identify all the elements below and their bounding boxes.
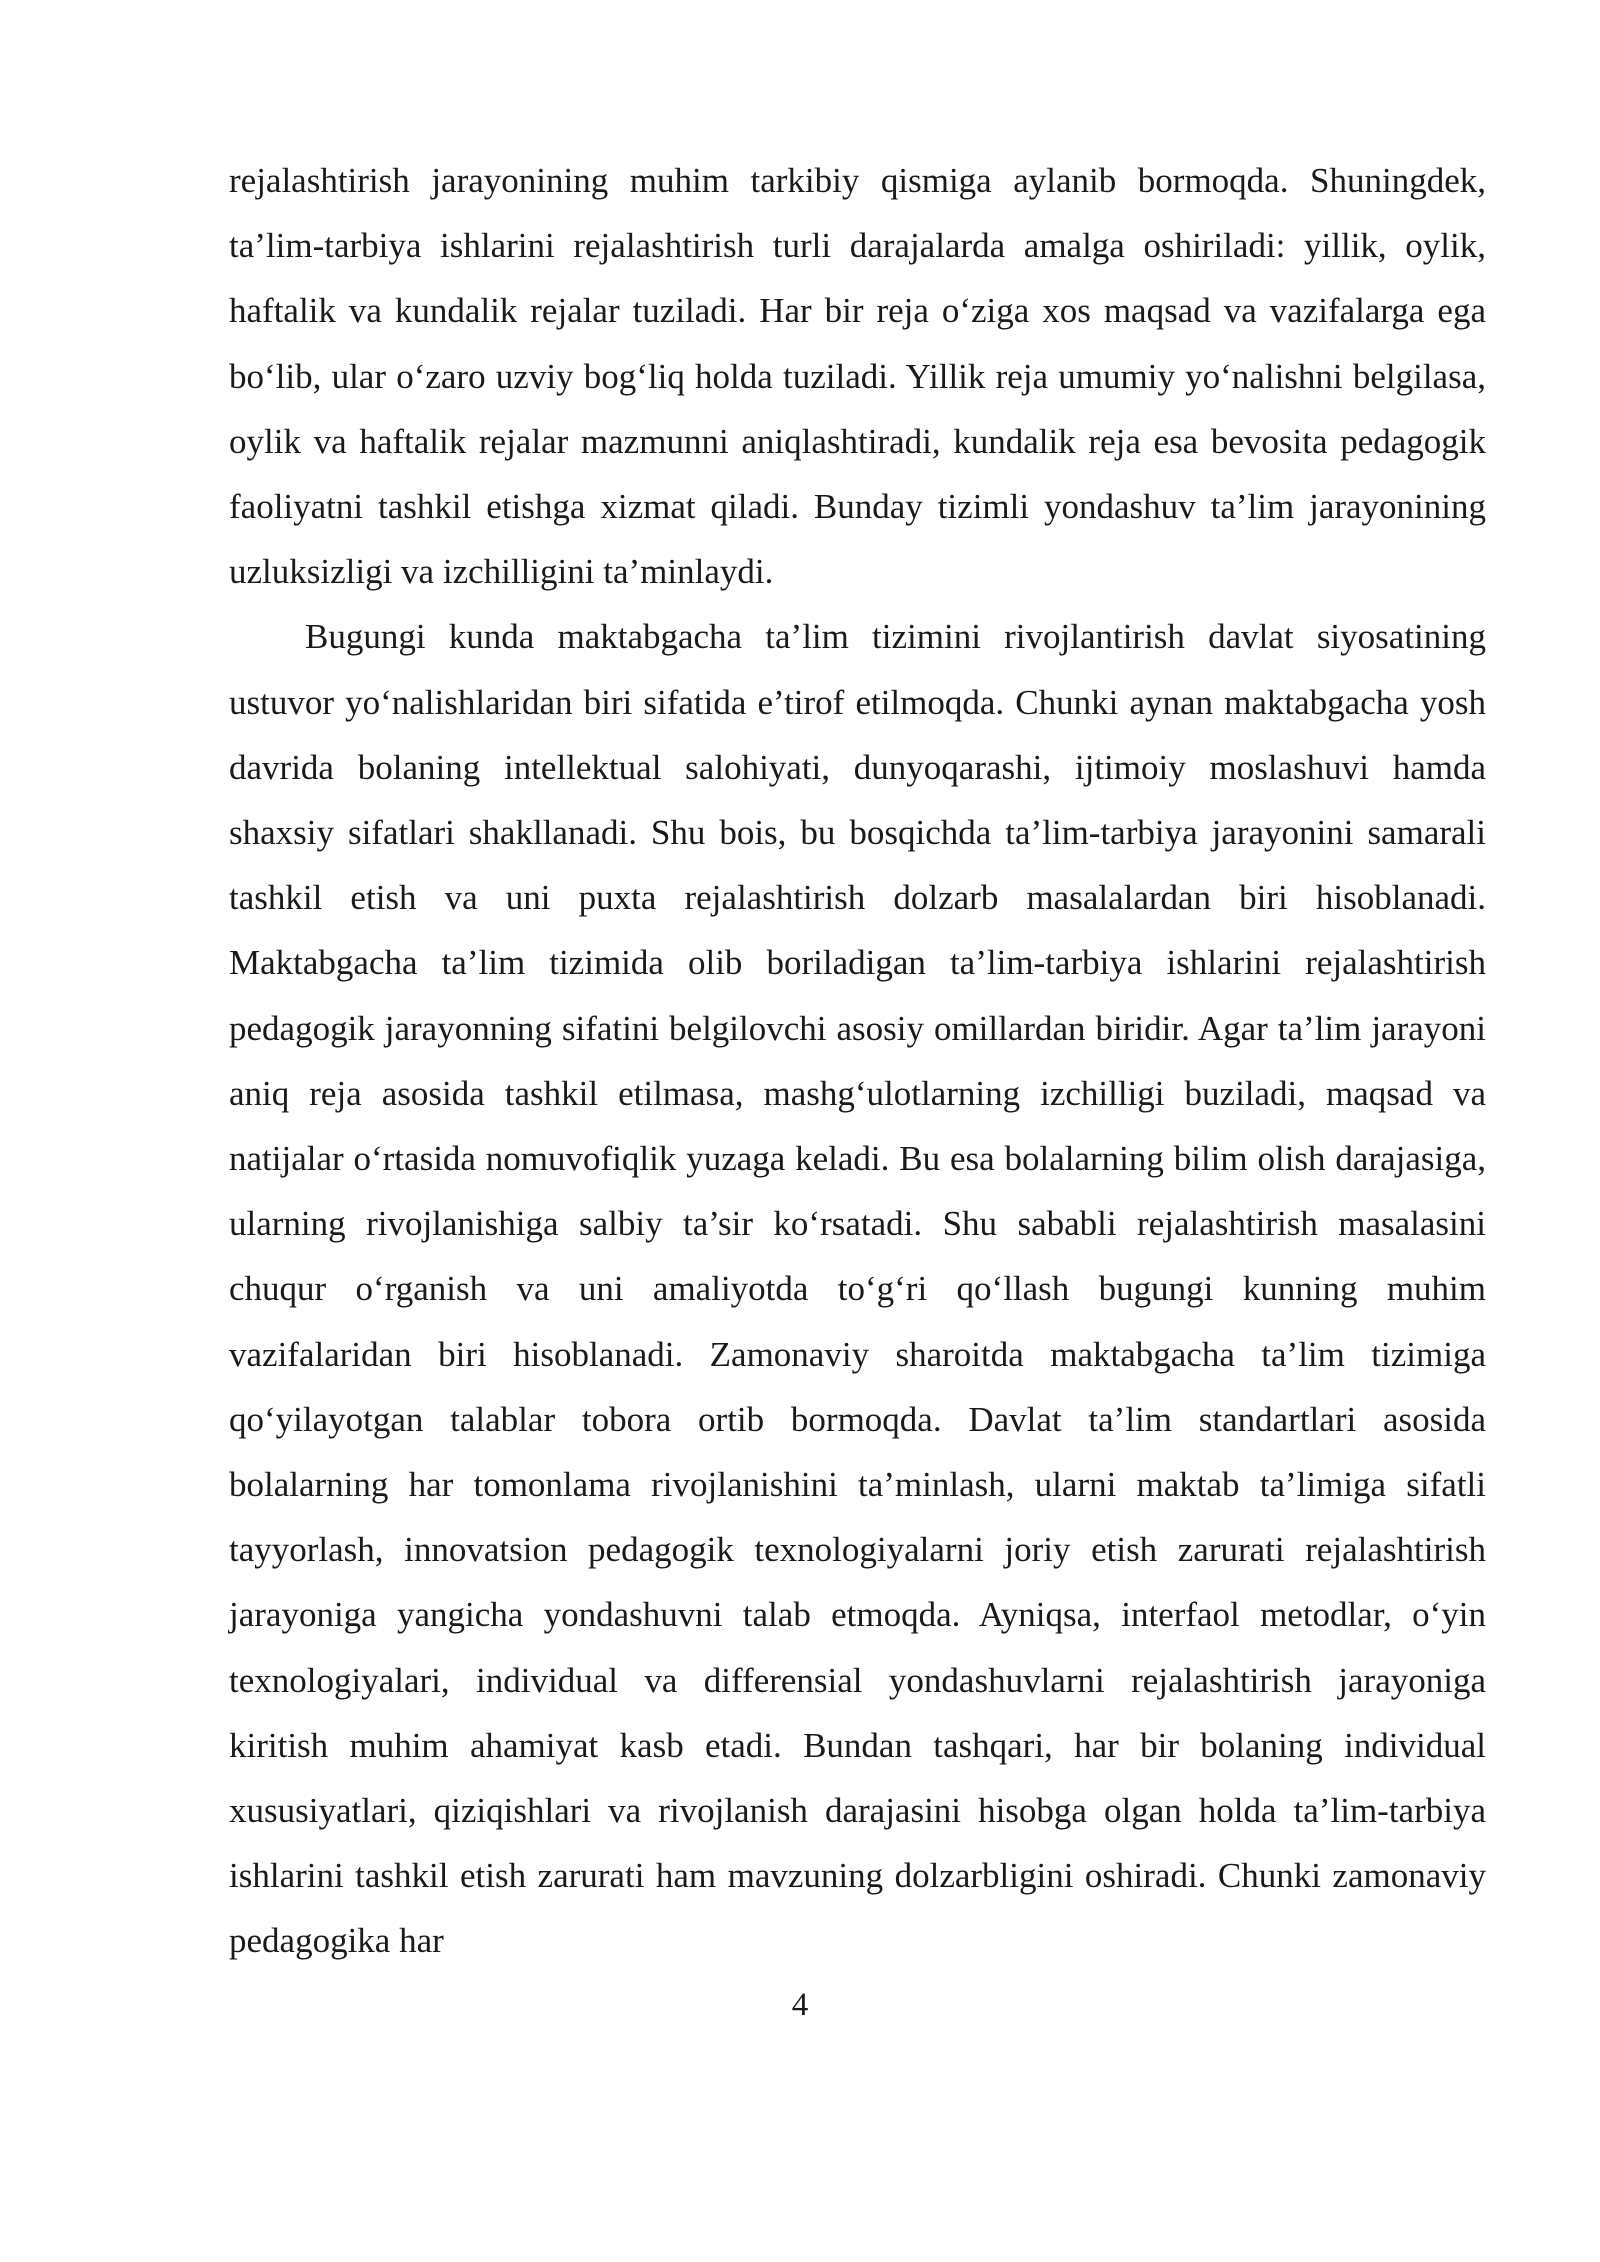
body-text bbox=[229, 148, 1486, 1974]
page-number: 4 bbox=[791, 1987, 809, 2023]
paragraph-1: rejalashtirish jarayonining muhim tarkibiy qismiga aylanib bormoqda. Shuningdek, ta’lim-tarbiya ishlarini rejalashtirish turli darajalarda amalga oshiriladi: yillik, oylik, haftalik va kundalik rejalar tuziladi. Har bir reja o‘ziga xos maqsad va vazifalarga ega bo‘lib, ular o‘zaro uzviy bog‘liq holda tuziladi. Yillik reja umumiy yo‘nalishni belgilasa, oylik va haftalik rejalar mazmunni aniqlashtiradi, kundalik reja esa bevosita pedagogik faoliyatni tashkil etishga xizmat qiladi. Bunday tizimli yondashuv ta’lim jarayonining uzluksizligi va izchilligini ta’minlaydi. bbox=[229, 161, 1486, 592]
paragraph-2: Bugungi kunda maktabgacha ta’lim tizimini rivojlantirish davlat siyosatining ustuvor yo‘nalishlaridan biri sifatida e’tirof etilmoqda. Chunki aynan maktabgacha yosh davrida bolaning intellektual salohiyati, dunyoqarashi, ijtimoiy moslashuvi hamda shaxsiy sifatlari shakllanadi. Shu bois, bu bosqichda ta’lim-tarbiya jarayonini samarali tashkil etish va uni puxta rejalashtirish dolzarb masalalardan biri hisoblanadi. Maktabgacha ta’lim tizimida olib boriladigan ta’lim-tarbiya ishlarini rejalashtirish pedagogik jarayonning sifatini belgilovchi asosiy omillardan biridir. Agar ta’lim jarayoni aniq reja asosida tashkil etilmasa, mashg‘ulotlarning izchilligi buziladi, maqsad va natijalar o‘rtasida nomuvofiqlik yuzaga keladi. Bu esa bolalarning bilim olish darajasiga, ularning rivojlanishiga salbiy ta’sir ko‘rsatadi. Shu sababli rejalashtirish masalasini chuqur o‘rganish va uni amaliyotda to‘g‘ri qo‘llash bugungi kunning muhim vazifalaridan biri hisoblanadi. Zamonaviy sharoitda maktabgacha ta’lim tizimiga qo‘yilayotgan talablar tobora ortib bormoqda. Davlat ta’lim standartlari asosida bolalarning har tomonlama rivojlanishini ta’minlash, ularni maktab ta’limiga sifatli tayyorlash, innovatsion pedagogik texnologiyalarni joriy etish zarurati rejalashtirish jarayoniga yangicha yondashuvni talab etmoqda. Ayniqsa, interfaol metodlar, o‘yin texnologiyalari, individual va differensial yondashuvlarni rejalashtirish jarayoniga kiritish muhim ahamiyat kasb etadi. Bundan tashqari, har bir bolaning individual xususiyatlari, qiziqishlari va rivojlanish darajasini hisobga olgan holda ta’lim-tarbiya ishlarini tashkil etish zarurati ham mavzuning dolzarbligini oshiradi. Chunki zamonaviy pedagogika har bbox=[229, 617, 1486, 1961]
